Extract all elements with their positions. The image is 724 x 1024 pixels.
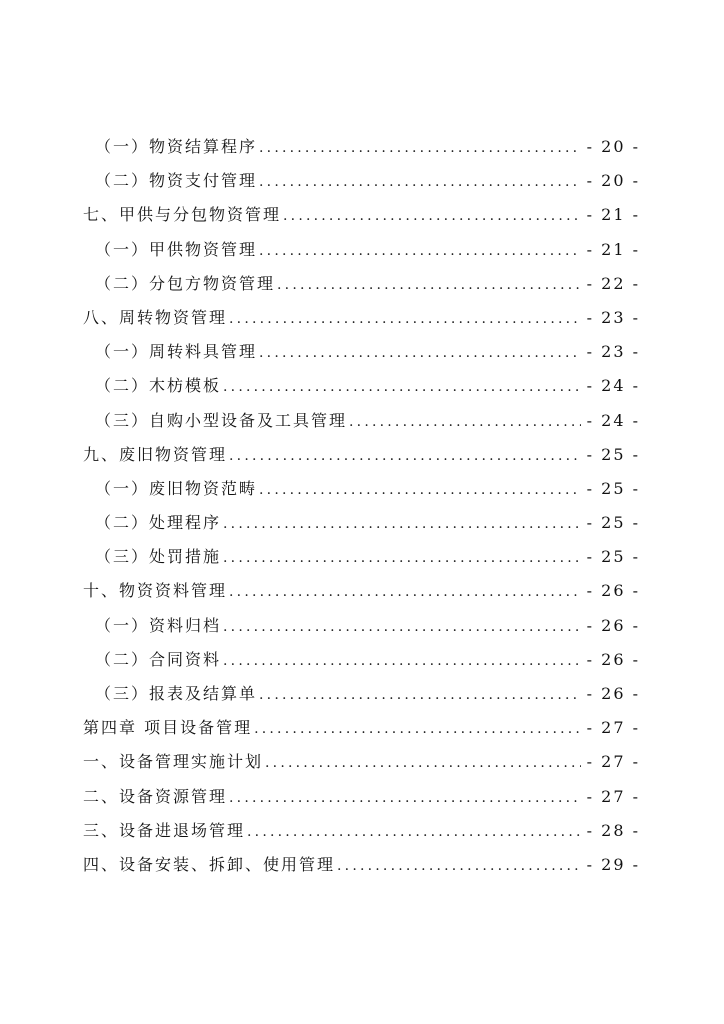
- toc-entry[interactable]: [83, 784, 640, 818]
- toc-entry-title: （三）报表及结算单: [95, 684, 258, 703]
- toc-entry[interactable]: [95, 476, 640, 510]
- toc-entry-page: - 24 -: [586, 376, 640, 396]
- toc-dot-leader: [229, 311, 581, 327]
- toc-dot-leader: [229, 790, 581, 806]
- toc-dot-leader: [259, 482, 581, 498]
- toc-entry[interactable]: [95, 134, 640, 168]
- toc-dot-leader: [223, 653, 581, 669]
- toc-dot-leader: [265, 755, 581, 771]
- toc-entry-page: - 27 -: [586, 752, 640, 772]
- toc-entry-title: （一）资料归档: [95, 615, 222, 635]
- table-of-contents: [83, 134, 640, 886]
- toc-entry-title: 第四章 项目设备管理: [83, 718, 253, 738]
- toc-entry-title: 八、周转物资管理: [83, 307, 228, 327]
- toc-entry-page: - 25 -: [586, 478, 640, 498]
- toc-entry[interactable]: [83, 305, 640, 339]
- toc-entry-title: （一）周转料具管理: [95, 342, 258, 362]
- toc-dot-leader: [247, 824, 581, 840]
- toc-entry-page: - 26 -: [586, 615, 640, 635]
- toc-entry-page: - 22 -: [586, 273, 640, 293]
- toc-entry[interactable]: [83, 715, 640, 749]
- toc-entry-page: - 23 -: [586, 307, 640, 327]
- toc-entry-title: 二、设备资源管理: [83, 786, 228, 806]
- toc-entry-page: - 26 -: [586, 684, 640, 703]
- toc-entry-title: （三）处罚措施: [95, 547, 222, 567]
- toc-entry-page: - 21 -: [586, 239, 640, 259]
- toc-entry-page: - 24 -: [586, 410, 640, 430]
- toc-entry-page: - 20 -: [586, 171, 640, 191]
- toc-entry-page: - 28 -: [586, 820, 640, 840]
- toc-dot-leader: [283, 208, 581, 224]
- toc-entry-page: - 23 -: [586, 342, 640, 362]
- toc-entry-page: - 25 -: [586, 547, 640, 567]
- toc-dot-leader: [337, 858, 581, 874]
- toc-dot-leader: [259, 174, 581, 190]
- toc-entry-title: 三、设备进退场管理: [83, 820, 246, 840]
- toc-entry-title: （二）处理程序: [95, 513, 222, 533]
- toc-entry-title: 九、废旧物资管理: [83, 444, 228, 464]
- toc-entry-page: - 27 -: [586, 786, 640, 806]
- toc-entry-title: （一）物资结算程序: [95, 137, 258, 156]
- toc-entry[interactable]: [83, 852, 640, 886]
- toc-dot-leader: [259, 687, 581, 703]
- toc-entry[interactable]: [83, 749, 640, 783]
- toc-entry[interactable]: [83, 818, 640, 852]
- toc-entry-title: （二）木枋模板: [95, 376, 222, 396]
- toc-entry-title: （三）自购小型设备及工具管理: [95, 410, 348, 430]
- toc-dot-leader: [259, 140, 581, 156]
- toc-dot-leader: [223, 619, 581, 635]
- toc-entry[interactable]: [83, 202, 640, 236]
- toc-entry[interactable]: [95, 408, 640, 442]
- toc-entry[interactable]: [83, 442, 640, 476]
- toc-dot-leader: [277, 277, 581, 293]
- toc-entry-page: - 27 -: [586, 718, 640, 738]
- toc-entry[interactable]: [95, 681, 640, 715]
- toc-entry[interactable]: [95, 544, 640, 578]
- toc-entry[interactable]: [95, 168, 640, 202]
- toc-entry-title: （二）物资支付管理: [95, 171, 258, 191]
- toc-entry[interactable]: [95, 510, 640, 544]
- toc-dot-leader: [223, 379, 581, 395]
- toc-entry[interactable]: [83, 578, 640, 612]
- toc-dot-leader: [223, 516, 581, 532]
- toc-entry-title: （二）分包方物资管理: [95, 273, 276, 293]
- toc-entry-title: （二）合同资料: [95, 649, 222, 669]
- toc-dot-leader: [254, 721, 581, 737]
- toc-entry-page: - 26 -: [586, 649, 640, 669]
- toc-dot-leader: [229, 448, 581, 464]
- toc-entry-title: （一）甲供物资管理: [95, 239, 258, 259]
- toc-dot-leader: [223, 550, 581, 566]
- toc-entry-title: （一）废旧物资范畴: [95, 478, 258, 498]
- toc-entry-title: 四、设备安装、拆卸、使用管理: [83, 854, 336, 874]
- toc-entry-page: - 25 -: [586, 444, 640, 464]
- toc-entry-page: - 29 -: [586, 854, 640, 874]
- toc-entry-page: - 25 -: [586, 513, 640, 533]
- toc-dot-leader: [349, 414, 581, 430]
- toc-dot-leader: [259, 345, 581, 361]
- toc-entry-page: - 20 -: [586, 137, 640, 156]
- toc-entry[interactable]: [95, 237, 640, 271]
- toc-entry[interactable]: [95, 271, 640, 305]
- toc-entry-title: 十、物资资料管理: [83, 581, 228, 601]
- toc-entry[interactable]: [95, 373, 640, 407]
- toc-entry-page: - 21 -: [586, 205, 640, 225]
- toc-dot-leader: [259, 243, 581, 259]
- toc-entry-title: 七、甲供与分包物资管理: [83, 205, 282, 225]
- toc-entry[interactable]: [95, 613, 640, 647]
- toc-entry-title: 一、设备管理实施计划: [83, 752, 264, 772]
- toc-entry[interactable]: [95, 339, 640, 373]
- toc-entry-page: - 26 -: [586, 581, 640, 601]
- toc-dot-leader: [229, 584, 581, 600]
- toc-entry[interactable]: [95, 647, 640, 681]
